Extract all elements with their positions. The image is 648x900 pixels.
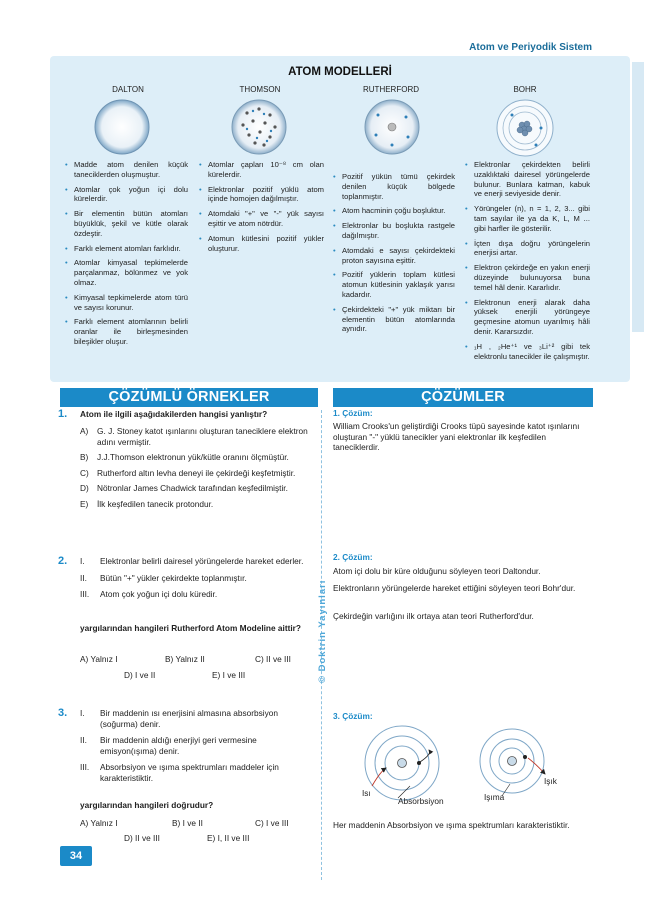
option-text: İlk keşfedilen tanecik protondur. [97,498,214,509]
option-text: J.J.Thomson elektronun yük/kütle oranını ölçmüştür. [97,452,289,462]
list-item: • Atom hacminin çoğu boşluktur. [342,206,455,216]
thomson-list [198,160,324,258]
statement-row [80,573,316,584]
statement-key: I. [80,708,85,718]
question-stem: Atom ile ilgili aşağıdakilerden hangisi yanlıştır? [80,409,268,419]
statement-text: Absorbsiyon ve ışıma spektrumları maddeler için karakteristiktir. [100,762,279,783]
absorption-atom-diagram [365,726,439,800]
bohr-model-illustration [496,99,554,157]
statement-row [80,762,312,783]
option-key: B) [80,452,89,462]
list-item: • Elektron çekirdeğe en yakın enerji düzeyinde bulunuyorsa buna temel hâl denir. Kararlıdır. [474,263,590,292]
list-item: • Atomdaki e sayısı çekirdekteki proton sayısına eşittir. [342,246,455,266]
list-item: • ₁H , ₂He⁺¹ ve ₃Li⁺² gibi tek elektronlu tanecikler ile çalışmıştır. [474,342,590,362]
bohr-list [464,160,590,366]
q1-options [80,426,320,514]
list-item: • Atomlar kimyasal tepkimelerde parçalanmaz, bölünmez ve yok olmaz. [74,258,188,287]
model-name-dalton: DALTON [112,85,144,94]
list-item: • İçten dışa doğru yörüngelerin enerjisi artar. [474,239,590,259]
option-key: C) [80,467,89,478]
question-number: 1. [58,408,68,420]
list-item: • Elektronlar çekirdekten belirli uzaklıktaki dairesel yörüngelerde bulunur. Bunlara katman, kabuk ve enerji seviyeside denir. [474,160,590,199]
panel-side-tab [632,62,644,332]
statement-text: Elektronlar belirli dairesel yörüngelerde hareket ederler. [100,556,304,566]
label-absorbsiyon: Absorbsiyon [398,796,444,806]
rutherford-list [332,172,455,339]
statement-row [80,589,316,600]
option-row[interactable] [80,452,320,463]
chapter-title: Atom ve Periyodik Sistem [469,42,592,53]
list-item: • Madde atom denilen küçük taneciklerden oluşmuştur. [74,160,188,180]
statement-text: Bir maddenin ısı enerjisini almasına absorbsiyon (soğurma) denir. [100,708,279,729]
option-a[interactable]: A) Yalnız I [80,654,118,664]
statement-key: I. [80,556,85,566]
statement-text: Bir maddenin aldığı enerjiyi geri vermesine emisyon(ışıma) denir. [100,735,257,756]
question-stem: yargılarından hangileri Rutherford Atom Modeline aittir? [80,623,301,633]
list-item: • Atomdaki "+" ve "-" yük sayısı eşittir ve atom nötrdür. [208,209,324,229]
option-e[interactable]: E) I ve III [212,670,246,680]
list-item: • Atomlar çok yoğun içi dolu kürelerdir. [74,185,188,205]
option-c[interactable]: C) II ve III [255,654,291,664]
list-item: • Farklı element atomlarının belirli oranlar ile birleşmesinden bileşikler oluşur. [74,317,188,346]
rutherford-model-illustration [364,99,420,155]
page-number: 34 [60,846,92,866]
absorption-emission-diagram [350,724,590,810]
statement-key: III. [80,762,90,772]
option-row[interactable] [80,468,320,479]
statement-row [80,556,316,567]
option-row[interactable] [80,499,320,510]
option-text: G. J. Stoney katot ışınlarını oluşturan taneciklere elektron adını vermiştir. [97,426,308,447]
emission-atom-diagram [480,729,545,796]
dalton-list [64,160,188,352]
model-name-thomson: THOMSON [239,85,281,94]
list-item: • Farklı element atomları farklıdır. [74,244,188,254]
statement-row [80,735,312,756]
q3-statements [80,708,312,789]
thomson-model-illustration [231,99,287,155]
q2-statements [80,556,316,606]
label-isi: Isı [362,788,371,798]
option-d[interactable]: D) II ve III [124,833,160,843]
option-c[interactable]: C) I ve III [255,818,289,828]
question-stem: yargılarından hangileri doğrudur? [80,800,214,810]
label-isima: Işıma [484,792,505,802]
solution-2-p1: Atom içi dolu bir küre olduğunu söyleyen teori Daltondur. [333,566,541,576]
list-item: • Çekirdekteki "+" yük miktarı bir elementin bütün atomlarında aynıdır. [342,305,455,334]
svg-text:© Doktrin Yayınları: © Doktrin Yayınları [317,579,328,683]
statement-text: Bütün "+" yükler çekirdekte toplanmıştır. [100,572,247,583]
option-b[interactable]: B) Yalnız II [165,654,205,664]
option-text: Nötronlar James Chadwick tarafından keşfedilmiştir. [97,483,288,493]
model-name-bohr: BOHR [513,85,537,94]
solution-2-heading: 2. Çözüm: [333,552,373,562]
option-e[interactable]: E) I, II ve III [207,833,250,843]
statement-key: II. [80,735,87,745]
list-item: • Bir elementin bütün atomları büyüklük, şekil ve kütle olarak özdeştir. [74,209,188,238]
dalton-model-illustration [94,99,150,155]
option-key: E) [80,498,89,509]
list-item: • Pozitif yükün tümü çekirdek denilen küçük bölgede toplanmıştır. [342,172,455,201]
option-key: D) [80,483,89,493]
list-item: • Elektronlar bu boşlukta rastgele dağılmıştır. [342,221,455,241]
question-number: 3. [58,707,68,719]
panel-title: ATOM MODELLERİ [288,66,392,78]
solution-1-text: William Crooks'un geliştirdiği Crooks tüpü sayesinde katot ışınlarını oluşturan "-" yüklü tanecikler yani elektronlar ilk keşfedilen taneciklerdir. [333,421,580,452]
statement-row [80,708,312,729]
section-title-examples: ÇÖZÜMLÜ ÖRNEKLER [60,388,318,407]
option-a[interactable]: A) Yalnız I [80,818,118,828]
question-number: 2. [58,555,68,567]
solution-1-heading: 1. Çözüm: [333,408,373,418]
solution-3-text: Her maddenin Absorbsiyon ve ışıma spektrumları karakteristiktir. [333,820,570,830]
list-item: • Yörüngeler (n), n = 1, 2, 3... gibi tam sayılar ile ya da K, L, M ... gibi harfler ile gösterilir. [474,204,590,233]
option-row[interactable] [80,483,320,494]
option-d[interactable]: D) I ve II [124,670,156,680]
option-text: Rutherford altın levha deneyi ile çekirdeği keşfetmiştir. [97,467,296,478]
option-b[interactable]: B) I ve II [172,818,203,828]
list-item: • Atomun kütlesini pozitif yükler oluşturur. [208,234,324,254]
solution-2-p3: Çekirdeğin varlığını ilk ortaya atan teori Rutherford'dur. [333,611,534,621]
option-key: A) [80,426,89,436]
solution-2-p2: Elektronların yörüngelerde hareket ettiğini söyleyen teori Bohr'dur. [333,583,576,593]
list-item: • Elektronlar pozitif yüklü atom içinde homojen dağılmıştır. [208,185,324,205]
section-title-solutions: ÇÖZÜMLER [333,388,593,407]
solution-3-heading: 3. Çözüm: [333,711,373,721]
statement-key: III. [80,589,90,599]
label-isik: Işık [544,776,557,786]
statement-key: II. [80,572,87,583]
statement-text: Atom çok yoğun içi dolu küredir. [100,589,218,599]
list-item: • Atomlar çapları 10⁻⁸ cm olan kürelerdir. [208,160,324,180]
list-item: • Pozitif yüklerin toplam kütlesi atomun kütlesinin yaklaşık yarısı kadardır. [342,270,455,299]
list-item: • Elektronun enerji alarak daha yüksek enerjili yörüngeye geçmesine atomun uyarılmış hâli denir. Kararsızdır. [474,298,590,337]
option-row[interactable] [80,426,320,447]
list-item: • Kimyasal tepkimelerde atom türü ve sayısı korunur. [74,293,188,313]
model-name-rutherford: RUTHERFORD [363,85,419,94]
